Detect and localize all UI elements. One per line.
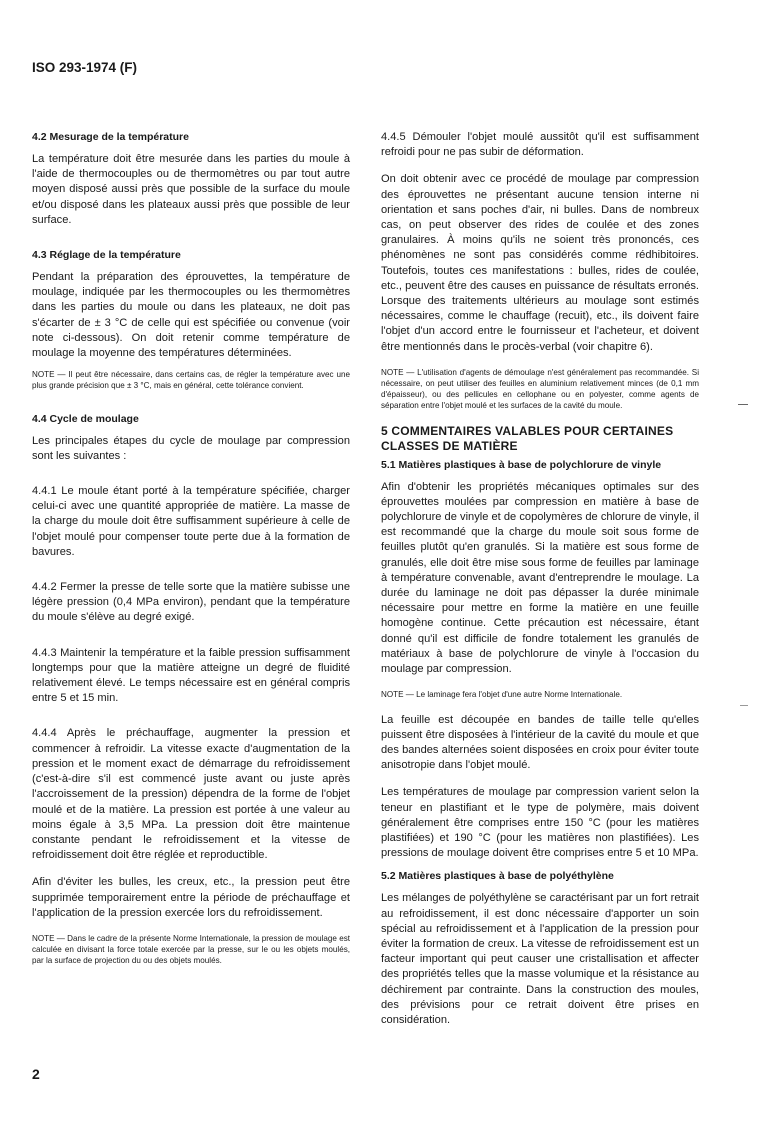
section-4-3-heading: 4.3 Réglage de la température (32, 249, 181, 262)
right-column (381, 130, 699, 1028)
section-4-2-heading: 4.2 Mesurage de la température (32, 131, 189, 143)
section-4-4-5-paragraph: 4.4.5 Démouler l'objet moulé aussitôt qu'il est suffisamment refroidi pour ne pas subir de déformation. (381, 131, 699, 159)
section-4-2-paragraph: La température doit être mesurée dans les parties du moule à l'aide de thermocouples ou de thermomètres ou par tout autre moyen disposé aussi près que possible de la surface du moule et/ou disposé dans les plateaux aussi près que possible de leur surface. (32, 153, 350, 226)
margin-mark (738, 404, 748, 405)
section-4-3-note: NOTE — Il peut être nécessaire, dans certains cas, de régler la température avec une plus grande précision que ± 3 °C, mais en général, cette tolérance convient. (32, 370, 350, 391)
section-4-4-4-note: NOTE — Dans le cadre de la présente Norme Internationale, la pression de moulage est calculée en divisant la force totale exercée par la presse, sur le ou les objets moulés, par la surface de projection du ou des objets moulés. (32, 933, 350, 966)
section-4-4-heading: 4.4 Cycle de moulage (32, 412, 139, 425)
section-5-1-paragraph: Afin d'obtenir les propriétés mécaniques optimales sur des éprouvettes moulées par compression en matière à base de polychlorure de vinyle et de copolymères de chlorure de vinyle, il est recommandé que la charge du moule soit sous forme de feuilles plutôt qu'en granulés. Si la matière est sous forme de granulés, elle doit être mise sous forme de feuilles par laminage à température convenable, avant d'entreprendre le moulage. La durée du laminage ne doit pas dépasser la durée minimale nécessaire pour mettre en forme la matière en une feuille homogène continue. Cette précaution est nécessaire, étant donné qu'il est difficile de fondre totalement les granulés de matériaux à base de polychlorure de vinyle à l'occasion du moulage par compression. (381, 480, 699, 676)
section-4-4-5-paragraph-2: On doit obtenir avec ce procédé de moulage par compression des éprouvettes ne présentant aucune tension interne ni orientation et sans poches d'air, ni bulles. Dans de nombreux cas, on peut observer des rides de coulée et des zones granulaires. À moins qu'ils ne soient très prononcés, ces phénomènes ne sont pas considérés comme rédhibitoires. Toutefois, toutes ces manifestations : bulles, rides de coulée, etc., peuvent être des causes en puissance de résultats erronés. Lorsque des traitements ultérieurs au moulage sont estimés nécessaires, comme le chauffage (recuit), etc., ils doivent faire l'objet d'un accord entre le fournisseur et l'acheteur, et doivent être mentionnés dans le procès-verbal (voir chapitre 6). (381, 173, 699, 353)
section-5-1-paragraph-3: Les températures de moulage par compression varient selon la teneur en plastifiant et le type de polymère, mais doivent généralement être comprises entre 150 °C (pour les matières plastifiées) et 190 °C (pour les matières non plastifiées). Les pressions de moulage doivent être comprises entre 5 et 10 MPa. (381, 786, 699, 860)
section-5-heading: 5 COMMENTAIRES VALABLES POUR CERTAINES CLASSES DE MATIÈRE (381, 423, 674, 453)
section-4-4-paragraph: Les principales étapes du cycle de moulage par compression sont les suivantes : (32, 434, 350, 462)
margin-mark (740, 705, 748, 706)
page-number: 2 (32, 1066, 40, 1082)
section-5-1-heading: 5.1 Matières plastiques à base de polychlorure de vinyle (381, 458, 662, 471)
section-4-4-4-paragraph-2: Afin d'éviter les bulles, les creux, etc., la pression peut être supprimée temporairement entre la période de préchauffage et l'application de la pression exercée lors du refroidissement. (32, 876, 350, 919)
section-4-4-1-paragraph: 4.4.1 Le moule étant porté à la température spécifiée, charger celui-ci avec une quantité appropriée de matière. La masse de la charge du moule doit être suffisamment supérieure à celle de l'objet moulé pour compenser toute perte due à la formation de bavures. (32, 485, 350, 558)
document-header: ISO 293-1974 (F) (32, 60, 138, 75)
section-5-1-note: NOTE — Le laminage fera l'objet d'une autre Norme Internationale. (381, 690, 623, 700)
section-4-4-3-paragraph: 4.4.3 Maintenir la température et la faible pression suffisamment longtemps pour que la matière atteigne un degré de fluidité relativement élevé. Le temps nécessaire est en général compris entre 5 et 15 min. (32, 646, 350, 705)
section-5-2-paragraph: Les mélanges de polyéthylène se caractérisant par un fort retrait au refroidissement, il est donc nécessaire d'apporter un soin spécial au refroidissement et à l'application de la pression pour éviter la formation de creux. La vitesse de refroidissement est un facteur important qui peut causer une cristallisation et affecter des propriétés telles que la masse volumique et la résistance au déchirement par contrainte. Dans la construction des moules, des prévisions pour ce retrait doivent être prises en considération. (381, 892, 699, 1026)
section-4-4-4-paragraph: 4.4.4 Après le préchauffage, augmenter la pression et commencer à refroidir. La vitesse exacte d'augmentation de la pression et le moment exact de démarrage du refroidissement (c'est-à-dire s'il est commencé juste avant ou juste après l'accroissement de la pression) dépendra de la forme de l'objet moulé et de la matière. La pression est portée à une valeur au moins égale à 3,5 MPa. La pression doit être maintenue constante pendant le refroidissement et la vitesse de refroidissement doit être réglée et reproductible. (32, 727, 350, 862)
section-4-4-5-note: NOTE — L'utilisation d'agents de démoulage n'est généralement pas recommandée. Si nécessaire, on peut utiliser des feuilles en aluminium relativement minces (de 0,1 mm d'épaisseur), ou des pellicules en cellophane ou en polyester, comme agents de séparation entre l'objet moulé et les surfaces de la cavité du moule. (381, 367, 699, 411)
section-5-2-heading: 5.2 Matières plastiques à base de polyéthylène (381, 870, 614, 883)
left-column (32, 130, 350, 967)
section-4-3-paragraph: Pendant la préparation des éprouvettes, la température de moulage, indiquée par les thermocouples ou les thermomètres dans les parties du moule ou dans les plateaux, ne doit pas s'écarter de ± 3 °C de celle qui est spécifiée ou convenue (voir note ci-dessous). On doit retenir comme température de moulage la moyenne des températures déterminées. (32, 271, 350, 360)
section-4-4-2-paragraph: 4.4.2 Fermer la presse de telle sorte que la matière subisse une légère pression (0,4 MPa environ), pendant que la température du moule s'élève au degré exigé. (32, 581, 350, 624)
section-5-1-paragraph-2: La feuille est découpée en bandes de taille telle qu'elles puissent être disposées à l'intérieur de la cavité du moule et que des bandes alternées soient disposées en croix pour éviter toute anisotropie dans l'objet moulé. (381, 713, 699, 772)
